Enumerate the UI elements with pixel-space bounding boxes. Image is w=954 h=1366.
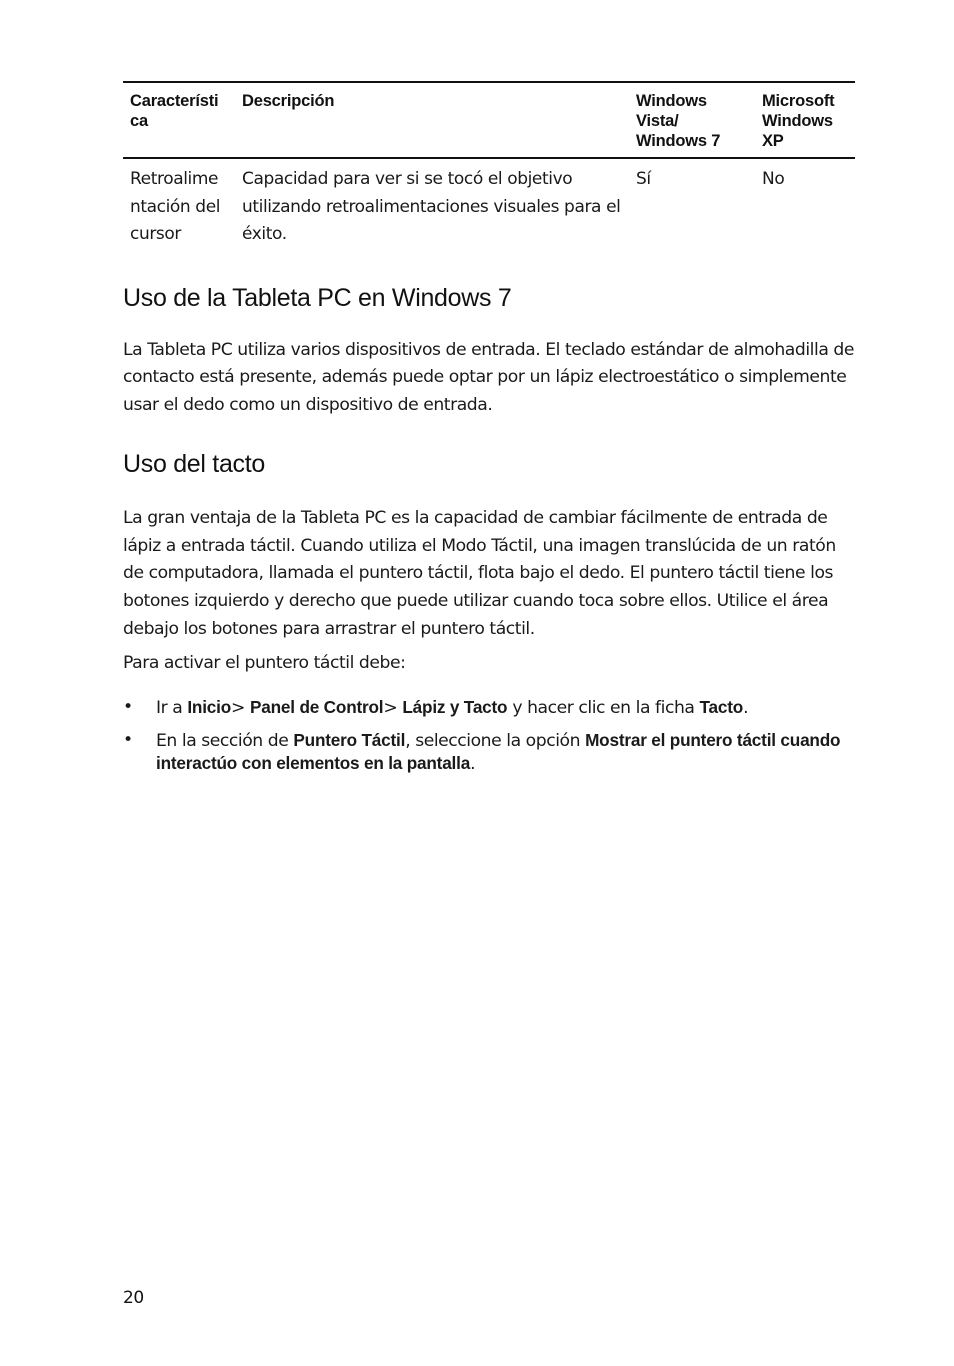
text-fragment: . — [470, 753, 476, 774]
page-number: 20 — [123, 1288, 144, 1308]
cell-feature: Retroalime ntación del cursor — [130, 169, 221, 244]
header-windows-vista-7: Windows Vista/ Windows 7 — [629, 82, 755, 158]
option-show-touch-pointer: Mostrar el puntero táctil cuando interactúo con elementos en la pantalla — [156, 729, 841, 773]
instruction-list — [123, 696, 855, 775]
menu-path-start: Inicio — [187, 696, 232, 717]
text-fragment: > — [383, 697, 403, 718]
instructions-intro: Para activar el puntero táctil debe: — [123, 653, 406, 674]
cell-xp: No — [762, 169, 785, 189]
text-fragment: Ir a — [156, 697, 188, 718]
section-heading-touch: Uso del tacto — [123, 450, 266, 479]
cell-vista-7: Sí — [636, 169, 651, 189]
tab-name-touch: Tacto — [699, 696, 744, 717]
bullet-icon: • — [123, 696, 133, 717]
list-item — [123, 729, 855, 775]
section-paragraph-tablet-pc: La Tableta PC utiliza varios dispositivos de entrada. El teclado estándar de almohadilla de contacto está presente, además puede optar por un lápiz electroestático o simplemente usar el dedo como un dispositivo de entrada. — [123, 339, 855, 415]
cell-description: Capacidad para ver si se tocó el objetivo utilizando retroalimentaciones visuales para el éxito. — [242, 169, 621, 244]
feature-table — [123, 81, 855, 249]
menu-path-pen-touch: Lápiz y Tacto — [402, 696, 508, 717]
document-page — [123, 81, 855, 785]
header-windows-xp: Microsoft Windows XP — [755, 82, 855, 158]
text-fragment: . — [743, 697, 749, 718]
section-paragraph-touch: La gran ventaja de la Tableta PC es la capacidad de cambiar fácilmente de entrada de lápiz a entrada táctil. Cuando utiliza el Modo Táctil, una imagen translúcida de un ratón de computadora, llamada el puntero táctil, flota bajo el dedo. El puntero táctil tiene los botones izquierdo y derecho que puede utilizar cuando toca sobre ellos. Utilice el área debajo los botones para arrastrar el puntero táctil. — [123, 508, 836, 639]
header-description: Descripción — [235, 82, 629, 158]
text-fragment: y hacer clic en la ficha — [507, 697, 700, 718]
header-feature: Característi ca — [123, 82, 235, 158]
bullet-icon: • — [123, 729, 133, 750]
menu-path-control-panel: Panel de Control — [250, 696, 384, 717]
text-fragment: En la sección de — [156, 730, 294, 751]
text-fragment: , seleccione la opción — [405, 730, 586, 751]
table-row — [123, 158, 855, 249]
section-name-touch-pointer: Puntero Táctil — [293, 729, 406, 750]
list-item — [123, 696, 855, 719]
text-fragment: > — [231, 697, 251, 718]
table-header-row — [123, 82, 855, 158]
section-heading-tablet-pc: Uso de la Tableta PC en Windows 7 — [123, 283, 512, 312]
